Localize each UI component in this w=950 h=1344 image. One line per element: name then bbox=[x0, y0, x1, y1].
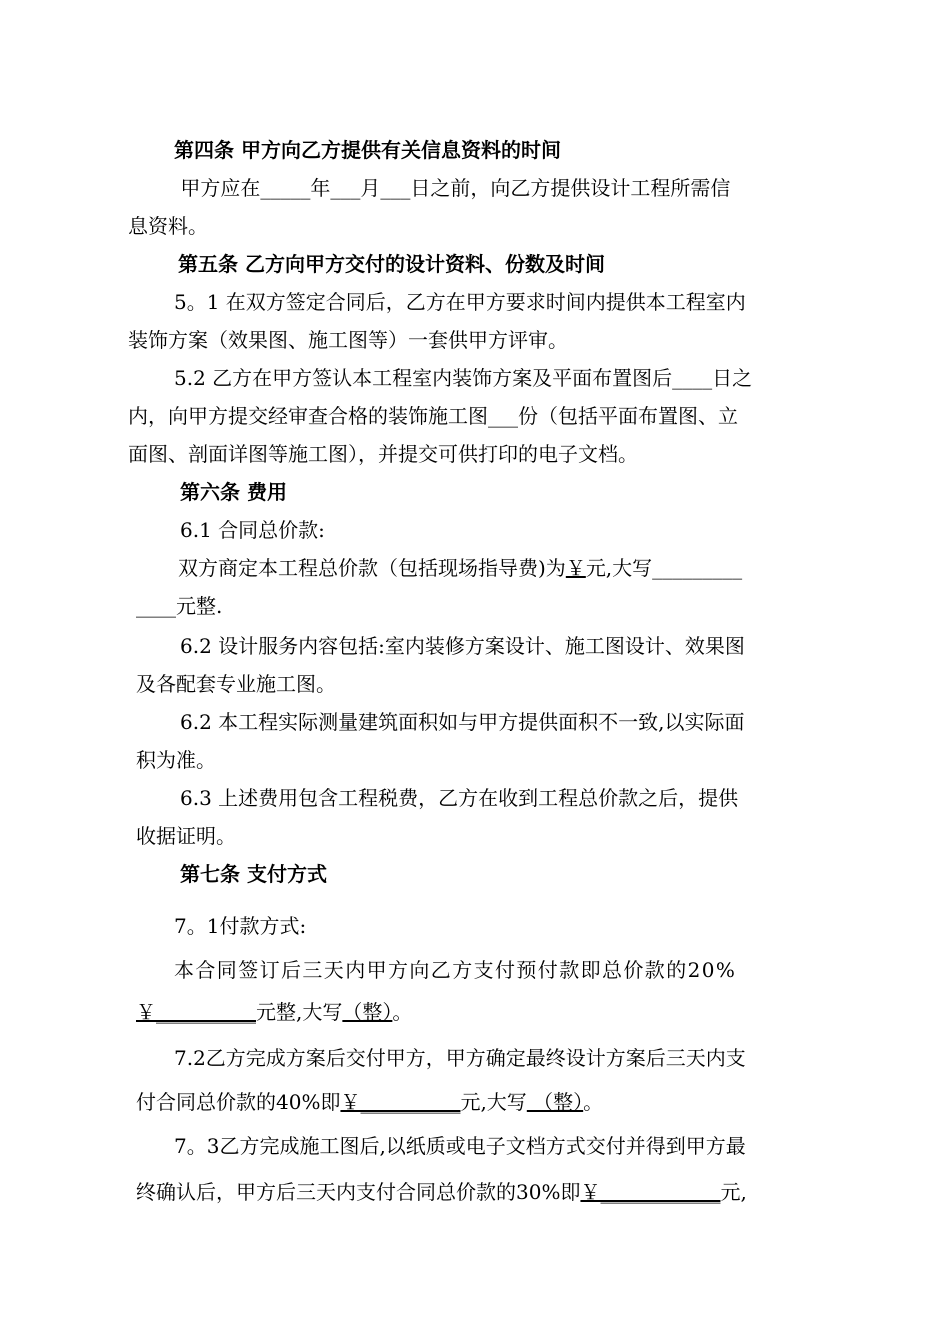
section-7-p4-line-2 bbox=[136, 1180, 747, 1204]
section-6-p2-line-1 bbox=[178, 556, 742, 580]
section-7-p3-period: 。 bbox=[583, 1090, 604, 1114]
section-6-p5-line-1: 6.3 上述费用包含工程税费，乙方在收到工程总价款之后，提供 bbox=[180, 786, 739, 810]
section-4-heading: 第四条 甲方向乙方提供有关信息资料的时间 bbox=[174, 138, 561, 162]
section-6-p2-text-b: 元,大写 bbox=[585, 556, 653, 580]
section-7-p2-yen-blank: ￥__________ bbox=[136, 1000, 256, 1024]
section-6-p4-line-1: 6.2 本工程实际测量建筑面积如与甲方提供面积不一致,以实际面 bbox=[180, 710, 745, 734]
section-4-line-2: 息资料。 bbox=[128, 214, 208, 238]
section-5-p2-line-3: 面图、剖面详图等施工图），并提交可供打印的电子文档。 bbox=[128, 442, 638, 466]
section-7-p3-text-a: 付合同总价款的40%即 bbox=[136, 1090, 341, 1114]
section-7-p3-line-2 bbox=[136, 1090, 603, 1114]
section-6-p3-line-2: 及各配套专业施工图。 bbox=[136, 672, 336, 696]
section-7-p3-amount-words: （整） bbox=[526, 1090, 584, 1114]
section-6-p3-line-1: 6.2 设计服务内容包括:室内装修方案设计、施工图设计、效果图 bbox=[180, 634, 745, 658]
section-7-p3-text-b: 元,大写 bbox=[460, 1090, 527, 1114]
section-6-p2-yen: ￥ bbox=[565, 556, 586, 580]
section-7-heading: 第七条 支付方式 bbox=[180, 862, 327, 886]
section-5-heading: 第五条 乙方向甲方交付的设计资料、份数及时间 bbox=[178, 252, 605, 276]
section-6-p5-line-2: 收据证明。 bbox=[136, 824, 236, 848]
section-7-p2-text-b: 元整,大写 bbox=[256, 1000, 343, 1024]
section-7-p2-line-2 bbox=[136, 1000, 412, 1024]
section-7-p1: 7。1付款方式: bbox=[174, 914, 307, 938]
section-5-p2-line-2: 内，向甲方提交经审查合格的装饰施工图___份（包括平面布置图、立 bbox=[128, 404, 738, 428]
section-7-p4-text-b: 元, bbox=[720, 1180, 747, 1204]
section-7-p4-line-1: 7。3乙方完成施工图后,以纸质或电子文档方式交付并得到甲方最 bbox=[174, 1134, 746, 1158]
section-7-p2-amount-words: （整） bbox=[342, 1000, 393, 1024]
section-6-p1: 6.1 合同总价款: bbox=[180, 518, 325, 542]
section-7-p4-yen-blank: ￥____________ bbox=[580, 1180, 721, 1204]
section-5-p2-line-1: 5.2 乙方在甲方签认本工程室内装饰方案及平面布置图后____日之 bbox=[174, 366, 753, 390]
section-6-p2-blank: _________ bbox=[652, 556, 743, 580]
section-7-p4-text-a: 终确认后，甲方后三天内支付合同总价款的30%即 bbox=[136, 1180, 581, 1204]
section-6-p4-line-2: 积为准。 bbox=[136, 748, 216, 772]
section-7-p3-yen-blank: ￥__________ bbox=[340, 1090, 461, 1114]
section-5-p1-line-1: 5。1 在双方签定合同后，乙方在甲方要求时间内提供本工程室内 bbox=[174, 290, 746, 314]
section-6-p2-text-a: 双方商定本工程总价款（包括现场指导费)为 bbox=[178, 556, 566, 580]
section-7-p3-line-1: 7.2乙方完成方案后交付甲方，甲方确定最终设计方案后三天内支 bbox=[174, 1046, 746, 1070]
section-7-p2-period: 。 bbox=[392, 1000, 413, 1024]
section-6-heading: 第六条 费用 bbox=[180, 480, 287, 504]
section-7-p2-line-1: 本合同签订后三天内甲方向乙方支付预付款即总价款的20% bbox=[174, 958, 737, 982]
section-5-p1-line-2: 装饰方案（效果图、施工图等）一套供甲方评审。 bbox=[128, 328, 568, 352]
section-6-p2-line-2: ____元整. bbox=[136, 594, 223, 618]
section-4-line-1: 甲方应在_____年___月___日之前，向乙方提供设计工程所需信 bbox=[174, 176, 731, 200]
